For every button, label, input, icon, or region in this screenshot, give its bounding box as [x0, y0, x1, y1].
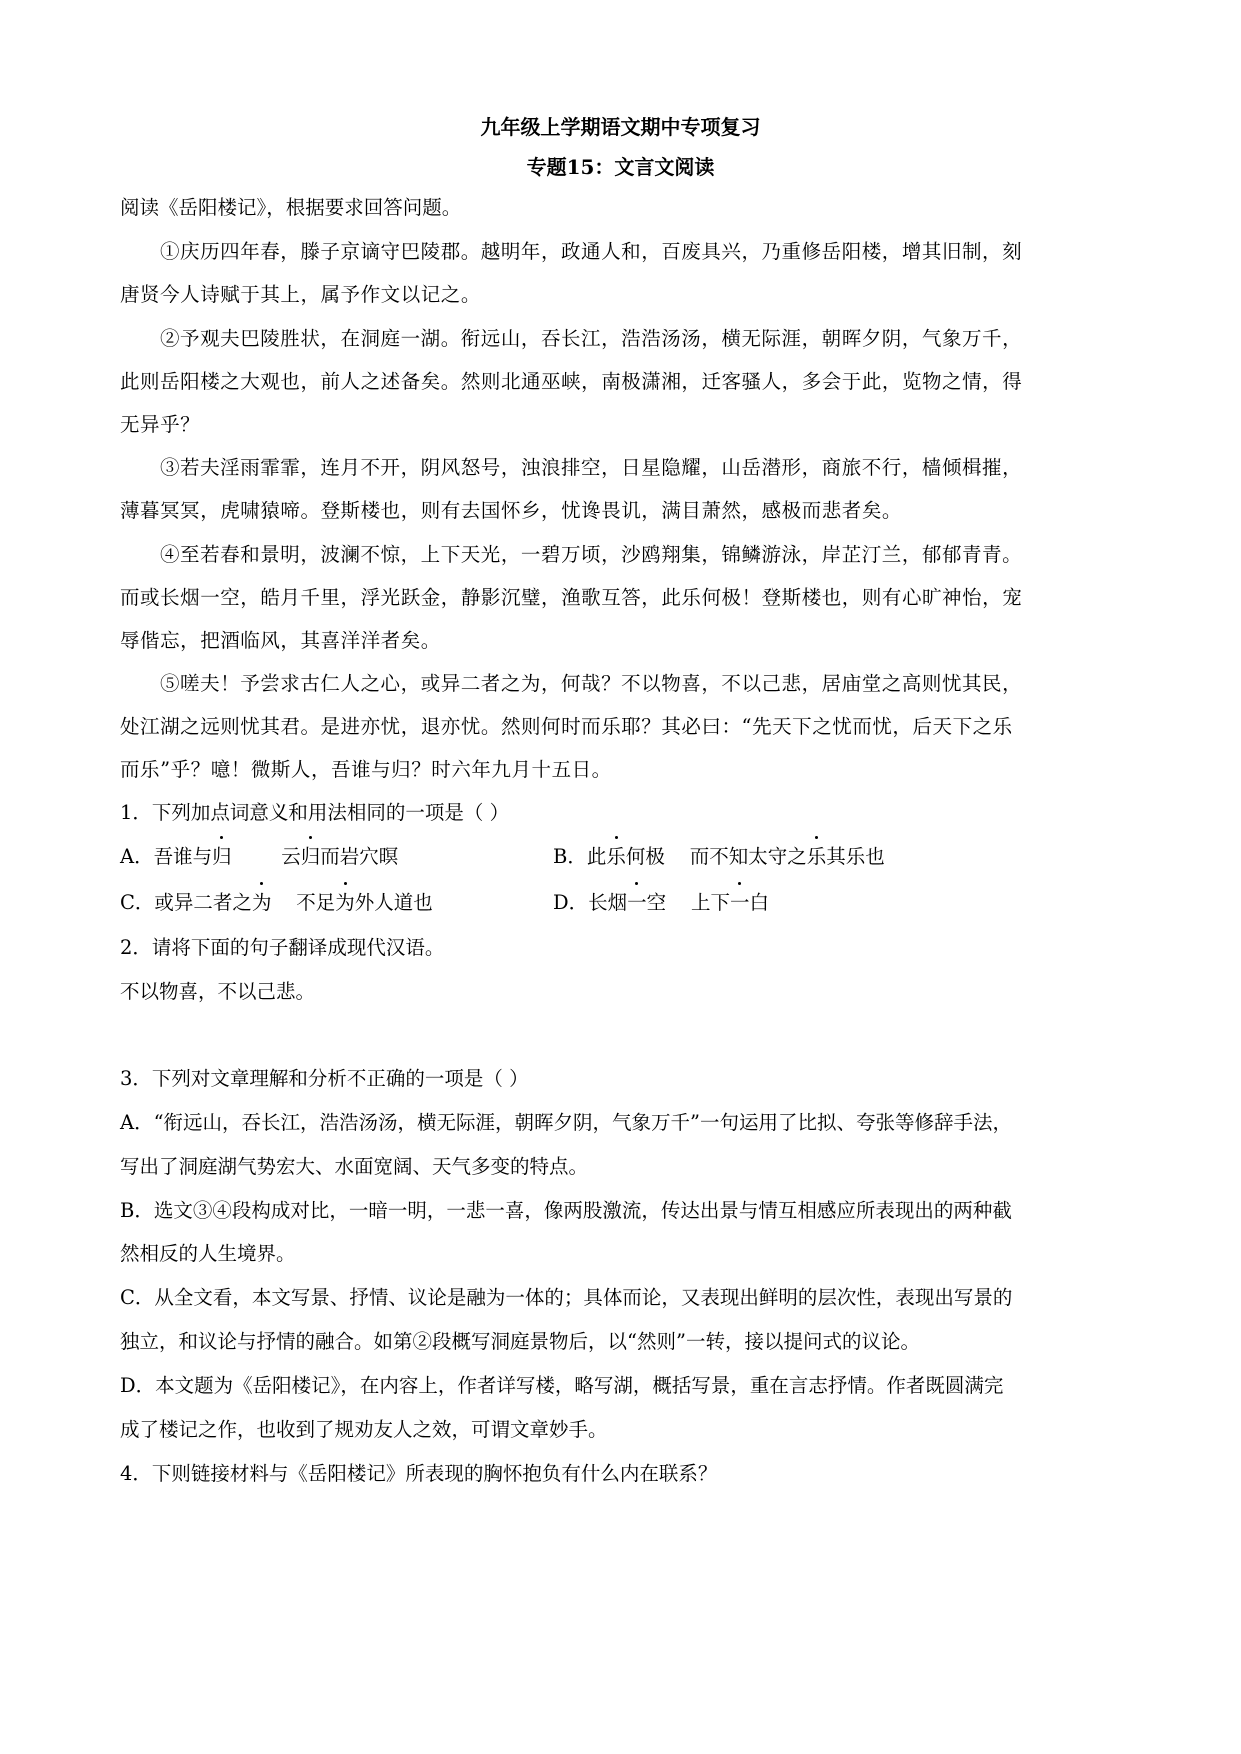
q1-a-dotted-char-1: 归 [212, 841, 232, 869]
q1-option-c: C．或异二者之为 不足为外人道也 [120, 887, 433, 915]
reading-instruction: 阅读《岳阳楼记》，根据要求回答问题。 [120, 196, 462, 219]
passage-p1-line-2: 唐贤今人诗赋于其上，属予作文以记之。 [120, 283, 481, 306]
passage-p3-line-1: ③若夫淫雨霏霏，连月不开，阴风怒号，浊浪排空，日星隐耀，山岳潜形，商旅不行，樯倾楫摧， [160, 456, 1023, 479]
q3-option-a-line-1: A．“衔远山，吞长江，浩浩汤汤，横无际涯，朝晖夕阴，气象万千”一句运用了比拟、夸张等修辞手法， [120, 1111, 1013, 1134]
q1-d-dotted-char-1: 一 [627, 887, 647, 915]
q1-d-dotted-char-2: 一 [730, 887, 750, 915]
q3-option-c-line-1: C．从全文看，本文写景、抒情、议论是融为一体的；具体而论，又表现出鲜明的层次性，表现出写景的 [120, 1286, 1013, 1309]
question-4-stem: 4．下则链接材料与《岳阳楼记》所表现的胸怀抱负有什么内在联系？ [120, 1462, 718, 1485]
passage-p2-line-1: ②予观夫巴陵胜状，在洞庭一湖。衔远山，吞长江，浩浩汤汤，横无际涯，朝晖夕阴，气象万千， [160, 327, 1023, 350]
passage-p4-line-3: 辱偕忘，把酒临风，其喜洋洋者矣。 [120, 629, 441, 652]
q1-b-dotted-char-2: 乐 [807, 841, 827, 869]
document-subtitle: 专题15：文言文阅读 [526, 155, 715, 179]
q1-c-dotted-char-2: 为 [335, 887, 355, 915]
q1-b-dotted-char-1: 乐 [606, 841, 626, 869]
q1-option-b: B．此乐何极 而不知太守之乐其乐也 [553, 841, 885, 869]
q1-a-dotted-char-2: 归 [301, 841, 321, 869]
passage-p4-line-2: 而或长烟一空，皓月千里，浮光跃金，静影沉璧，渔歌互答，此乐何极！登斯楼也，则有心旷神怡，宠 [120, 586, 1023, 609]
q1-c-dotted-char-1: 为 [252, 887, 272, 915]
question-2-sentence: 不以物喜，不以己悲。 [120, 980, 316, 1003]
question-2-stem: 2．请将下面的句子翻译成现代汉语。 [120, 936, 445, 959]
question-3-stem: 3．下列对文章理解和分析不正确的一项是（ ） [120, 1067, 529, 1090]
q3-option-c-line-2: 独立，和议论与抒情的融合。如第②段概写洞庭景物后，以“然则”一转，接以提问式的议论。 [120, 1330, 920, 1353]
q1-option-a: A．吾谁与归 云归而岩穴暝 [120, 841, 398, 869]
q3-option-b-line-2: 然相反的人生境界。 [120, 1242, 296, 1265]
passage-p2-line-2: 此则岳阳楼之大观也，前人之述备矣。然则北通巫峡，南极潇湘，迁客骚人，多会于此，览物之情，得 [120, 370, 1023, 393]
q3-option-d-line-1: D．本文题为《岳阳楼记》，在内容上，作者详写楼，略写湖，概括写景，重在言志抒情。作者既圆满完 [120, 1374, 1004, 1397]
passage-p5-line-2: 处江湖之远则忧其君。是进亦忧，退亦忧。然则何时而乐耶？其必曰：“先天下之忧而忧，后天下之乐 [120, 715, 1013, 738]
q3-option-d-line-2: 成了楼记之作，也收到了规劝友人之效，可谓文章妙手。 [120, 1418, 608, 1441]
q3-option-b-line-1: B．选文③④段构成对比，一暗一明，一悲一喜，像两股激流，传达出景与情互相感应所表现出的两种截 [120, 1199, 1012, 1222]
passage-p5-line-1: ⑤嗟夫！予尝求古仁人之心，或异二者之为，何哉？不以物喜，不以己悲，居庙堂之高则忧其民， [160, 672, 1023, 695]
document-title: 九年级上学期语文期中专项复习 [480, 115, 761, 139]
q1-option-d: D．长烟一空 上下一白 [553, 887, 769, 915]
passage-p5-line-3: 而乐”乎？噫！微斯人，吾谁与归？时六年九月十五日。 [120, 758, 612, 781]
q3-option-a-line-2: 写出了洞庭湖气势宏大、水面宽阔、天气多变的特点。 [120, 1155, 589, 1178]
question-1-stem: 1．下列加点词意义和用法相同的一项是（ ） [120, 801, 510, 824]
passage-p1-line-1: ①庆历四年春，滕子京谪守巴陵郡。越明年，政通人和，百废具兴，乃重修岳阳楼，增其旧制，刻 [160, 240, 1023, 263]
passage-p2-line-3: 无异乎？ [120, 413, 201, 436]
passage-p4-line-1: ④至若春和景明，波澜不惊，上下天光，一碧万顷，沙鸥翔集，锦鳞游泳，岸芷汀兰，郁郁青青。 [160, 543, 1023, 566]
passage-p3-line-2: 薄暮冥冥，虎啸猿啼。登斯楼也，则有去国怀乡，忧谗畏讥，满目萧然，感极而悲者矣。 [120, 499, 902, 522]
